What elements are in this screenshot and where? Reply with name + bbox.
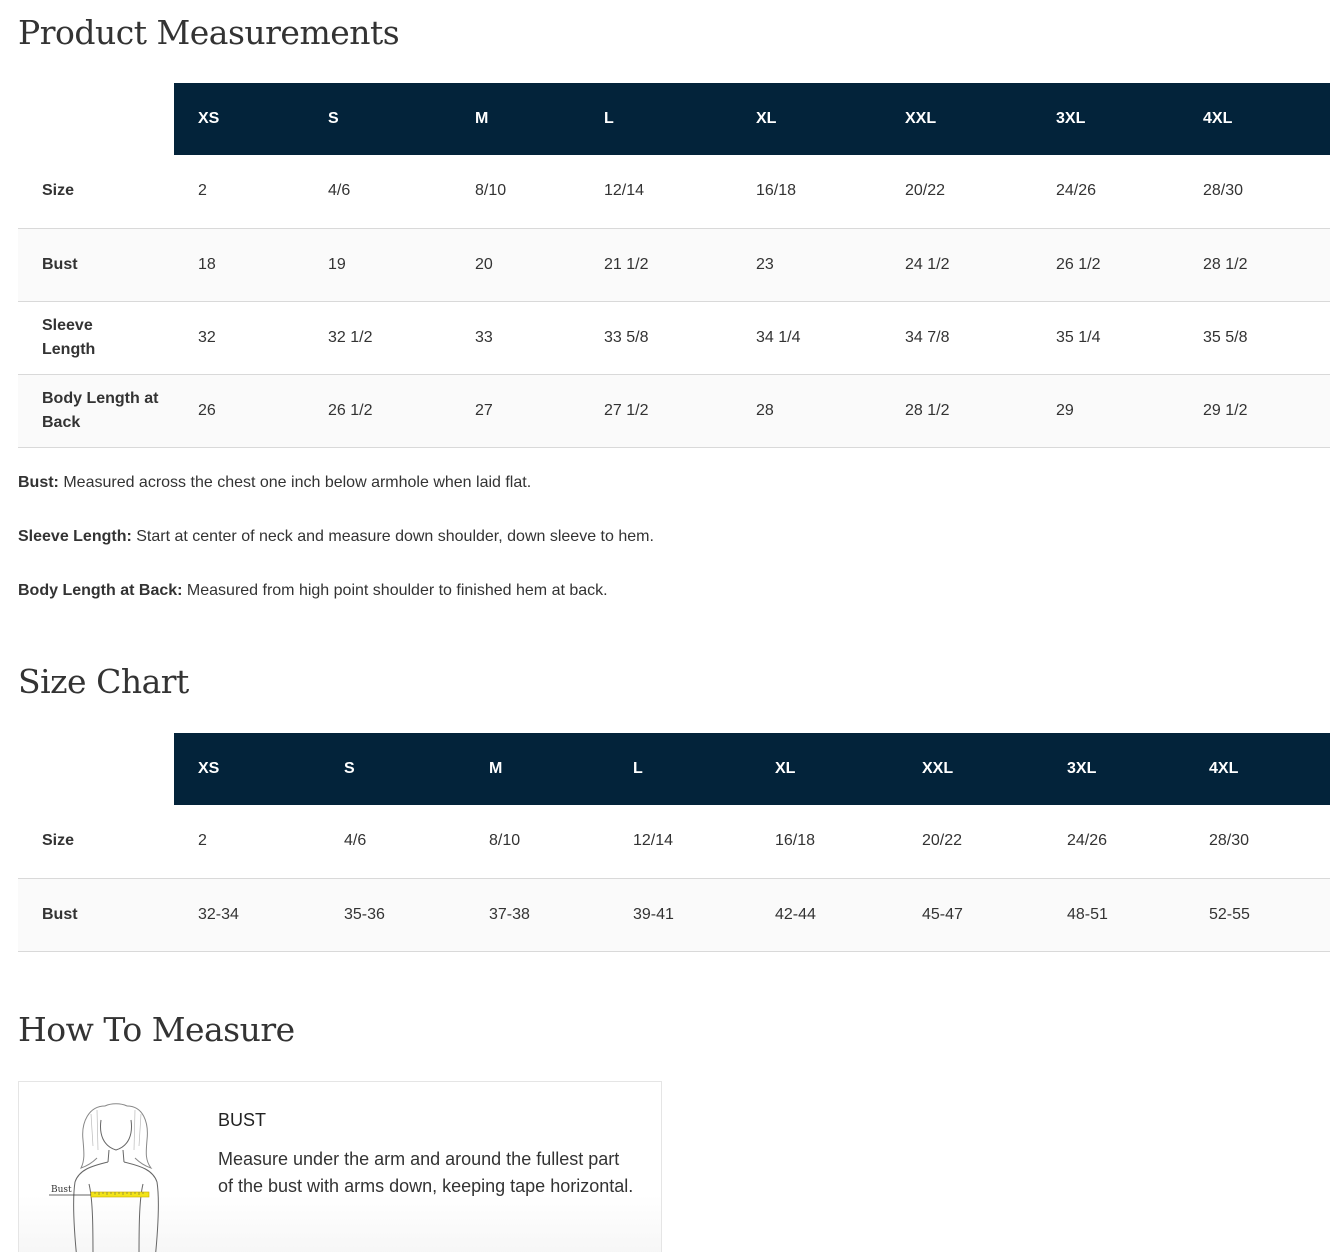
note-text: Measured from high point shoulder to finished hem at back. bbox=[182, 582, 608, 599]
bust-note bbox=[18, 474, 531, 492]
product-measurements-title: Product Measurements bbox=[18, 13, 400, 52]
table-row bbox=[18, 155, 1330, 228]
table-cell: 2 bbox=[174, 805, 320, 878]
table-cell: 26 1/2 bbox=[304, 374, 451, 447]
size-header: 4XL bbox=[1179, 83, 1330, 155]
table-cell: 26 1/2 bbox=[1032, 228, 1179, 301]
table-cell: 20/22 bbox=[898, 805, 1043, 878]
table-cell: 23 bbox=[732, 228, 881, 301]
size-header: 3XL bbox=[1032, 83, 1179, 155]
size-header: XS bbox=[174, 733, 320, 805]
table-row bbox=[18, 228, 1330, 301]
row-label: Size bbox=[18, 155, 174, 228]
table-cell: 27 1/2 bbox=[580, 374, 732, 447]
size-header: M bbox=[451, 83, 580, 155]
table-cell: 28 1/2 bbox=[881, 374, 1032, 447]
size-header: S bbox=[320, 733, 465, 805]
table-cell: 8/10 bbox=[451, 155, 580, 228]
how-to-measure-title: How To Measure bbox=[18, 1010, 295, 1049]
product-measurements-table bbox=[18, 83, 1330, 448]
row-label: Sleeve Length bbox=[18, 301, 174, 374]
card-text: Measure under the arm and around the fullest part of the bust with arms down, keeping tape horizontal. bbox=[218, 1149, 634, 1196]
table-row bbox=[18, 878, 1330, 951]
header-blank-cell bbox=[18, 83, 174, 155]
body-length-note bbox=[18, 582, 608, 600]
table-cell: 24 1/2 bbox=[881, 228, 1032, 301]
table-cell: 35-36 bbox=[320, 878, 465, 951]
table-cell: 24/26 bbox=[1032, 155, 1179, 228]
table-cell: 35 5/8 bbox=[1179, 301, 1330, 374]
size-header: XL bbox=[751, 733, 898, 805]
measuring-tape-icon bbox=[91, 1192, 149, 1197]
table-cell: 29 1/2 bbox=[1179, 374, 1330, 447]
table-cell: 21 1/2 bbox=[580, 228, 732, 301]
sleeve-length-note bbox=[18, 528, 654, 546]
size-header: 3XL bbox=[1043, 733, 1185, 805]
note-text: Start at center of neck and measure down shoulder, down sleeve to hem. bbox=[131, 528, 654, 545]
table-cell: 45-47 bbox=[898, 878, 1043, 951]
table-cell: 33 bbox=[451, 301, 580, 374]
size-header: L bbox=[609, 733, 751, 805]
size-header: 4XL bbox=[1185, 733, 1330, 805]
table-cell: 19 bbox=[304, 228, 451, 301]
size-header: XS bbox=[174, 83, 304, 155]
table-cell: 28 1/2 bbox=[1179, 228, 1330, 301]
table-cell: 20 bbox=[451, 228, 580, 301]
table-cell: 12/14 bbox=[609, 805, 751, 878]
table-header-row bbox=[18, 733, 1330, 805]
table-row bbox=[18, 301, 1330, 374]
note-term: Body Length at Back: bbox=[18, 582, 183, 599]
row-label: Bust bbox=[18, 878, 174, 951]
table-cell: 32-34 bbox=[174, 878, 320, 951]
table-cell: 16/18 bbox=[732, 155, 881, 228]
table-cell: 27 bbox=[451, 374, 580, 447]
row-label: Bust bbox=[18, 228, 174, 301]
table-cell: 32 1/2 bbox=[304, 301, 451, 374]
size-chart-title: Size Chart bbox=[18, 662, 189, 701]
table-cell: 4/6 bbox=[304, 155, 451, 228]
table-cell: 32 bbox=[174, 301, 304, 374]
table-cell: 26 bbox=[174, 374, 304, 447]
table-cell: 28 bbox=[732, 374, 881, 447]
size-header: XXL bbox=[898, 733, 1043, 805]
table-cell: 16/18 bbox=[751, 805, 898, 878]
size-chart-table bbox=[18, 733, 1330, 952]
row-label: Size bbox=[18, 805, 174, 878]
size-header: M bbox=[465, 733, 609, 805]
size-header: S bbox=[304, 83, 451, 155]
table-cell: 20/22 bbox=[881, 155, 1032, 228]
table-cell: 35 1/4 bbox=[1032, 301, 1179, 374]
table-cell: 34 1/4 bbox=[732, 301, 881, 374]
table-cell: 33 5/8 bbox=[580, 301, 732, 374]
table-cell: 8/10 bbox=[465, 805, 609, 878]
table-cell: 18 bbox=[174, 228, 304, 301]
table-cell: 29 bbox=[1032, 374, 1179, 447]
figure-bust-label: Bust bbox=[51, 1185, 72, 1195]
table-row bbox=[18, 374, 1330, 447]
size-header: L bbox=[580, 83, 732, 155]
header-blank-cell bbox=[18, 733, 174, 805]
table-cell: 48-51 bbox=[1043, 878, 1185, 951]
table-cell: 37-38 bbox=[465, 878, 609, 951]
row-label: Body Length at Back bbox=[18, 374, 174, 447]
table-cell: 2 bbox=[174, 155, 304, 228]
bust-measure-card bbox=[18, 1081, 662, 1252]
table-row bbox=[18, 805, 1330, 878]
table-cell: 42-44 bbox=[751, 878, 898, 951]
table-cell: 4/6 bbox=[320, 805, 465, 878]
table-cell: 34 7/8 bbox=[881, 301, 1032, 374]
card-title: BUST bbox=[218, 1110, 267, 1130]
note-text: Measured across the chest one inch below armhole when laid flat. bbox=[58, 474, 532, 491]
bust-figure-illustration bbox=[41, 1100, 191, 1252]
table-cell: 39-41 bbox=[609, 878, 751, 951]
size-header: XXL bbox=[881, 83, 1032, 155]
table-cell: 28/30 bbox=[1179, 155, 1330, 228]
table-cell: 52-55 bbox=[1185, 878, 1330, 951]
table-cell: 12/14 bbox=[580, 155, 732, 228]
table-cell: 28/30 bbox=[1185, 805, 1330, 878]
table-header-row bbox=[18, 83, 1330, 155]
size-header: XL bbox=[732, 83, 881, 155]
table-cell: 24/26 bbox=[1043, 805, 1185, 878]
note-term: Sleeve Length: bbox=[18, 528, 132, 545]
note-term: Bust: bbox=[18, 474, 59, 491]
